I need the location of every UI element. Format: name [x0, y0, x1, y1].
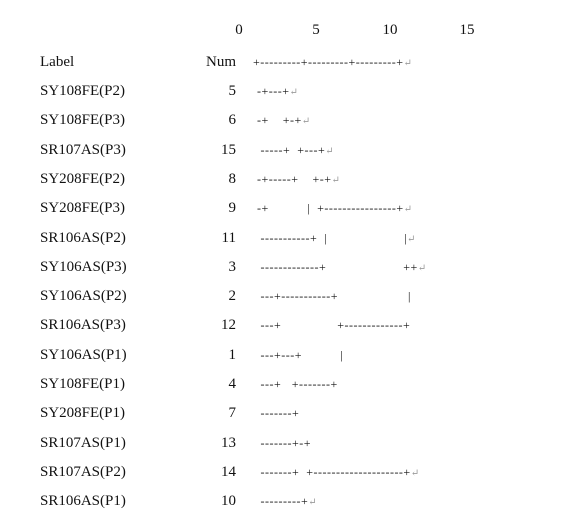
cluster-row — [0, 169, 580, 191]
cluster-row — [0, 491, 580, 513]
cluster-row — [0, 228, 580, 250]
return-mark-icon: ↵ — [410, 467, 420, 479]
dendrogram-line — [257, 374, 338, 396]
cluster-row — [0, 462, 580, 484]
dendrogram-line — [257, 491, 317, 513]
dendrogram-line-text: ---------+ — [257, 494, 309, 509]
row-label: SR107AS(P1) — [40, 434, 126, 451]
row-label: SY108FE(P2) — [40, 83, 126, 99]
row-num: 5 — [228, 83, 236, 99]
dendrogram-line-text: -------+-+ — [257, 435, 312, 450]
dendrogram-line — [257, 198, 413, 220]
row-num: 6 — [228, 112, 236, 129]
row-num: 11 — [221, 229, 236, 246]
row-num: 10 — [221, 493, 236, 510]
row-label: SY208FE(P3) — [40, 200, 126, 217]
return-mark-icon: ↵ — [308, 497, 318, 509]
row-num: 7 — [228, 405, 236, 422]
dendrogram-line-text: ---+---+ | — [257, 347, 344, 362]
row-label: SY106AS(P1) — [40, 346, 127, 363]
row-label: SY108FE(P3) — [40, 112, 126, 129]
dendrogram-line — [257, 462, 420, 484]
row-num: 2 — [228, 288, 236, 305]
scale-tick: 0 — [235, 22, 243, 38]
dendrogram-line — [257, 169, 340, 191]
return-mark-icon: ↵ — [301, 116, 311, 128]
label-header: Label — [40, 54, 75, 70]
scale-tick: 15 — [459, 22, 475, 38]
dendrogram-line-text: ---+ +-------+ — [257, 377, 338, 391]
scale-tick: 5 — [312, 22, 320, 38]
cluster-row — [0, 198, 580, 220]
row-num: 14 — [221, 463, 236, 480]
row-num: 9 — [228, 200, 236, 217]
cluster-row — [0, 140, 580, 162]
row-label: SY208FE(P1) — [40, 405, 126, 422]
dendrogram-line — [257, 315, 410, 337]
row-label: SY106AS(P3) — [40, 258, 127, 275]
row-num: 15 — [221, 141, 236, 158]
dendrogram-line-text: ---+ +-------------+ — [257, 318, 411, 333]
cluster-row — [0, 345, 580, 367]
cluster-row — [0, 286, 580, 308]
return-mark-icon: ↵ — [403, 204, 413, 216]
scale-tick: 10 — [382, 22, 398, 38]
dendrogram-line-text: -----+ +---+ — [257, 142, 326, 157]
dendrogram-line-text: ---+-----------+ | — [257, 289, 411, 304]
row-label: SY106AS(P2) — [40, 288, 127, 305]
cluster-row — [0, 81, 580, 103]
scale-line-text: +---------+---------+---------+ — [253, 55, 404, 69]
return-mark-icon: ↵ — [325, 145, 335, 157]
dendrogram-line-text: -+ +-+ — [257, 113, 302, 128]
dendrogram-line — [257, 140, 334, 162]
return-mark-icon: ↵ — [403, 58, 413, 69]
cluster-row — [0, 257, 580, 279]
row-label: SR107AS(P3) — [40, 141, 126, 158]
row-label: SR106AS(P2) — [40, 229, 126, 246]
return-mark-icon: ↵ — [331, 174, 341, 186]
return-mark-icon: ↵ — [407, 233, 416, 245]
dendrogram-line-text: -+ | +----------------+ — [257, 201, 404, 216]
cluster-row — [0, 110, 580, 132]
return-mark-icon: ↵ — [417, 262, 427, 274]
row-num: 13 — [221, 434, 236, 451]
cluster-row — [0, 315, 580, 337]
scale-axis — [0, 22, 580, 42]
dendrogram-line — [257, 286, 411, 308]
row-label: SR106AS(P3) — [40, 317, 126, 334]
row-num: 1 — [228, 346, 236, 363]
header-row — [0, 52, 580, 74]
row-num: 8 — [228, 170, 236, 187]
cluster-row — [0, 403, 580, 425]
cluster-row — [0, 433, 580, 455]
dendrogram-line-text: -------------+ ++ — [257, 259, 418, 274]
row-label: SR106AS(P1) — [40, 493, 126, 510]
row-num: 3 — [228, 258, 236, 275]
row-label: SY108FE(P1) — [40, 376, 126, 392]
cluster-row — [0, 374, 580, 396]
row-label: SR107AS(P2) — [40, 463, 126, 480]
row-num: 4 — [228, 376, 236, 392]
dendrogram-line — [257, 433, 311, 455]
dendrogram-line-text: -------+ — [257, 406, 300, 421]
dendrogram-line-text: -------+ +--------------------+ — [257, 464, 411, 479]
num-header: Num — [206, 54, 236, 70]
dendrogram-line — [257, 345, 343, 367]
dendrogram-line — [257, 228, 416, 250]
dendrogram-line-text: -+---+ — [257, 84, 290, 98]
dendrogram-line — [257, 110, 311, 132]
dendrogram-line — [257, 81, 298, 103]
row-label: SY208FE(P2) — [40, 170, 126, 187]
scale-line — [253, 52, 412, 74]
dendrogram-line — [257, 257, 427, 279]
dendrogram-line — [257, 403, 299, 425]
dendrogram-line-text: -----------+ | | — [257, 230, 408, 245]
return-mark-icon: ↵ — [289, 87, 299, 98]
dendrogram-line-text: -+-----+ +-+ — [257, 171, 332, 186]
row-num: 12 — [221, 317, 236, 334]
